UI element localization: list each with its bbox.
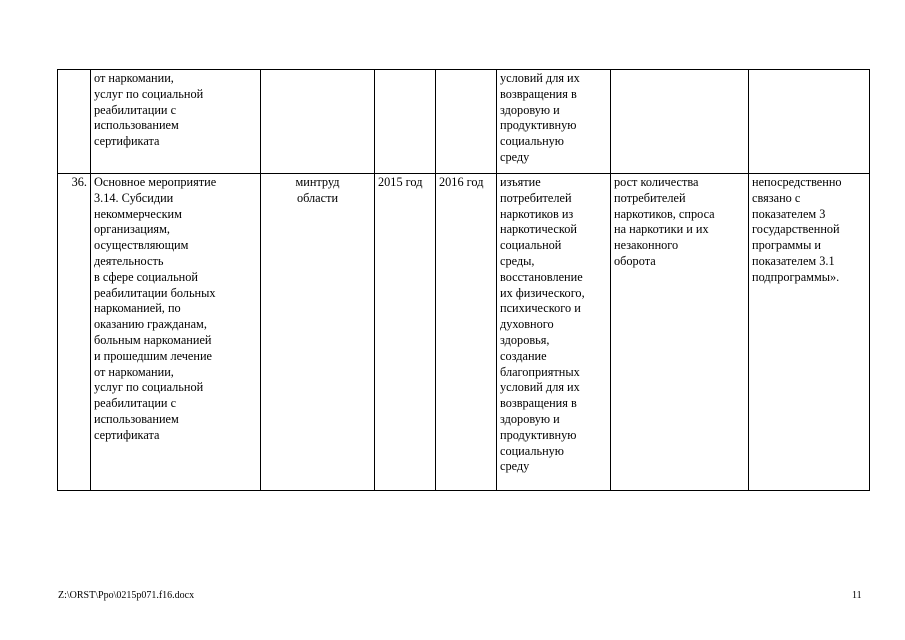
cell-number	[58, 70, 91, 174]
footer-page-number: 11	[852, 590, 862, 601]
cell-consequence: рост количества потребителей наркотиков, спроса на наркотики и их незаконного оборота	[611, 174, 749, 491]
cell-activity: Основное мероприятие 3.14. Субсидии некоммерческим организациям, осуществляющим деятельность в сфере социальной реабилитации больных наркоманией, по оказанию гражданам, больным наркоманией и прошедшим лечение от наркомании, услуг по социальной реабилитации с использованием сертификата	[91, 174, 261, 491]
cell-indicator-link: непосредственно связано с показателем 3 государственной программы и показателем 3.1 подпрограммы».	[749, 174, 870, 491]
program-activities-table	[57, 69, 870, 491]
cell-responsible: минтруд области	[261, 174, 375, 491]
table-row-36	[58, 174, 870, 491]
cell-activity: от наркомании, услуг по социальной реабилитации с использованием сертификата	[91, 70, 261, 174]
footer-file-path: Z:\ORST\Ppo\0215p071.f16.docx	[58, 590, 195, 601]
cell-expected-result: условий для их возвращения в здоровую и продуктивную социальную среду	[497, 70, 611, 174]
cell-end-year: 2016 год	[436, 174, 497, 491]
cell-start-year: 2015 год	[375, 174, 436, 491]
cell-indicator-link	[749, 70, 870, 174]
cell-expected-result: изъятие потребителей наркотиков из наркотической социальной среды, восстановление их физического, психического и духовного здоровья, создание благоприятных условий для их возвращения в здоровую и продуктивную социальную среду	[497, 174, 611, 491]
cell-start-year	[375, 70, 436, 174]
cell-consequence	[611, 70, 749, 174]
table-row-continued	[58, 70, 870, 174]
cell-end-year	[436, 70, 497, 174]
cell-responsible	[261, 70, 375, 174]
cell-number: 36.	[58, 174, 91, 491]
